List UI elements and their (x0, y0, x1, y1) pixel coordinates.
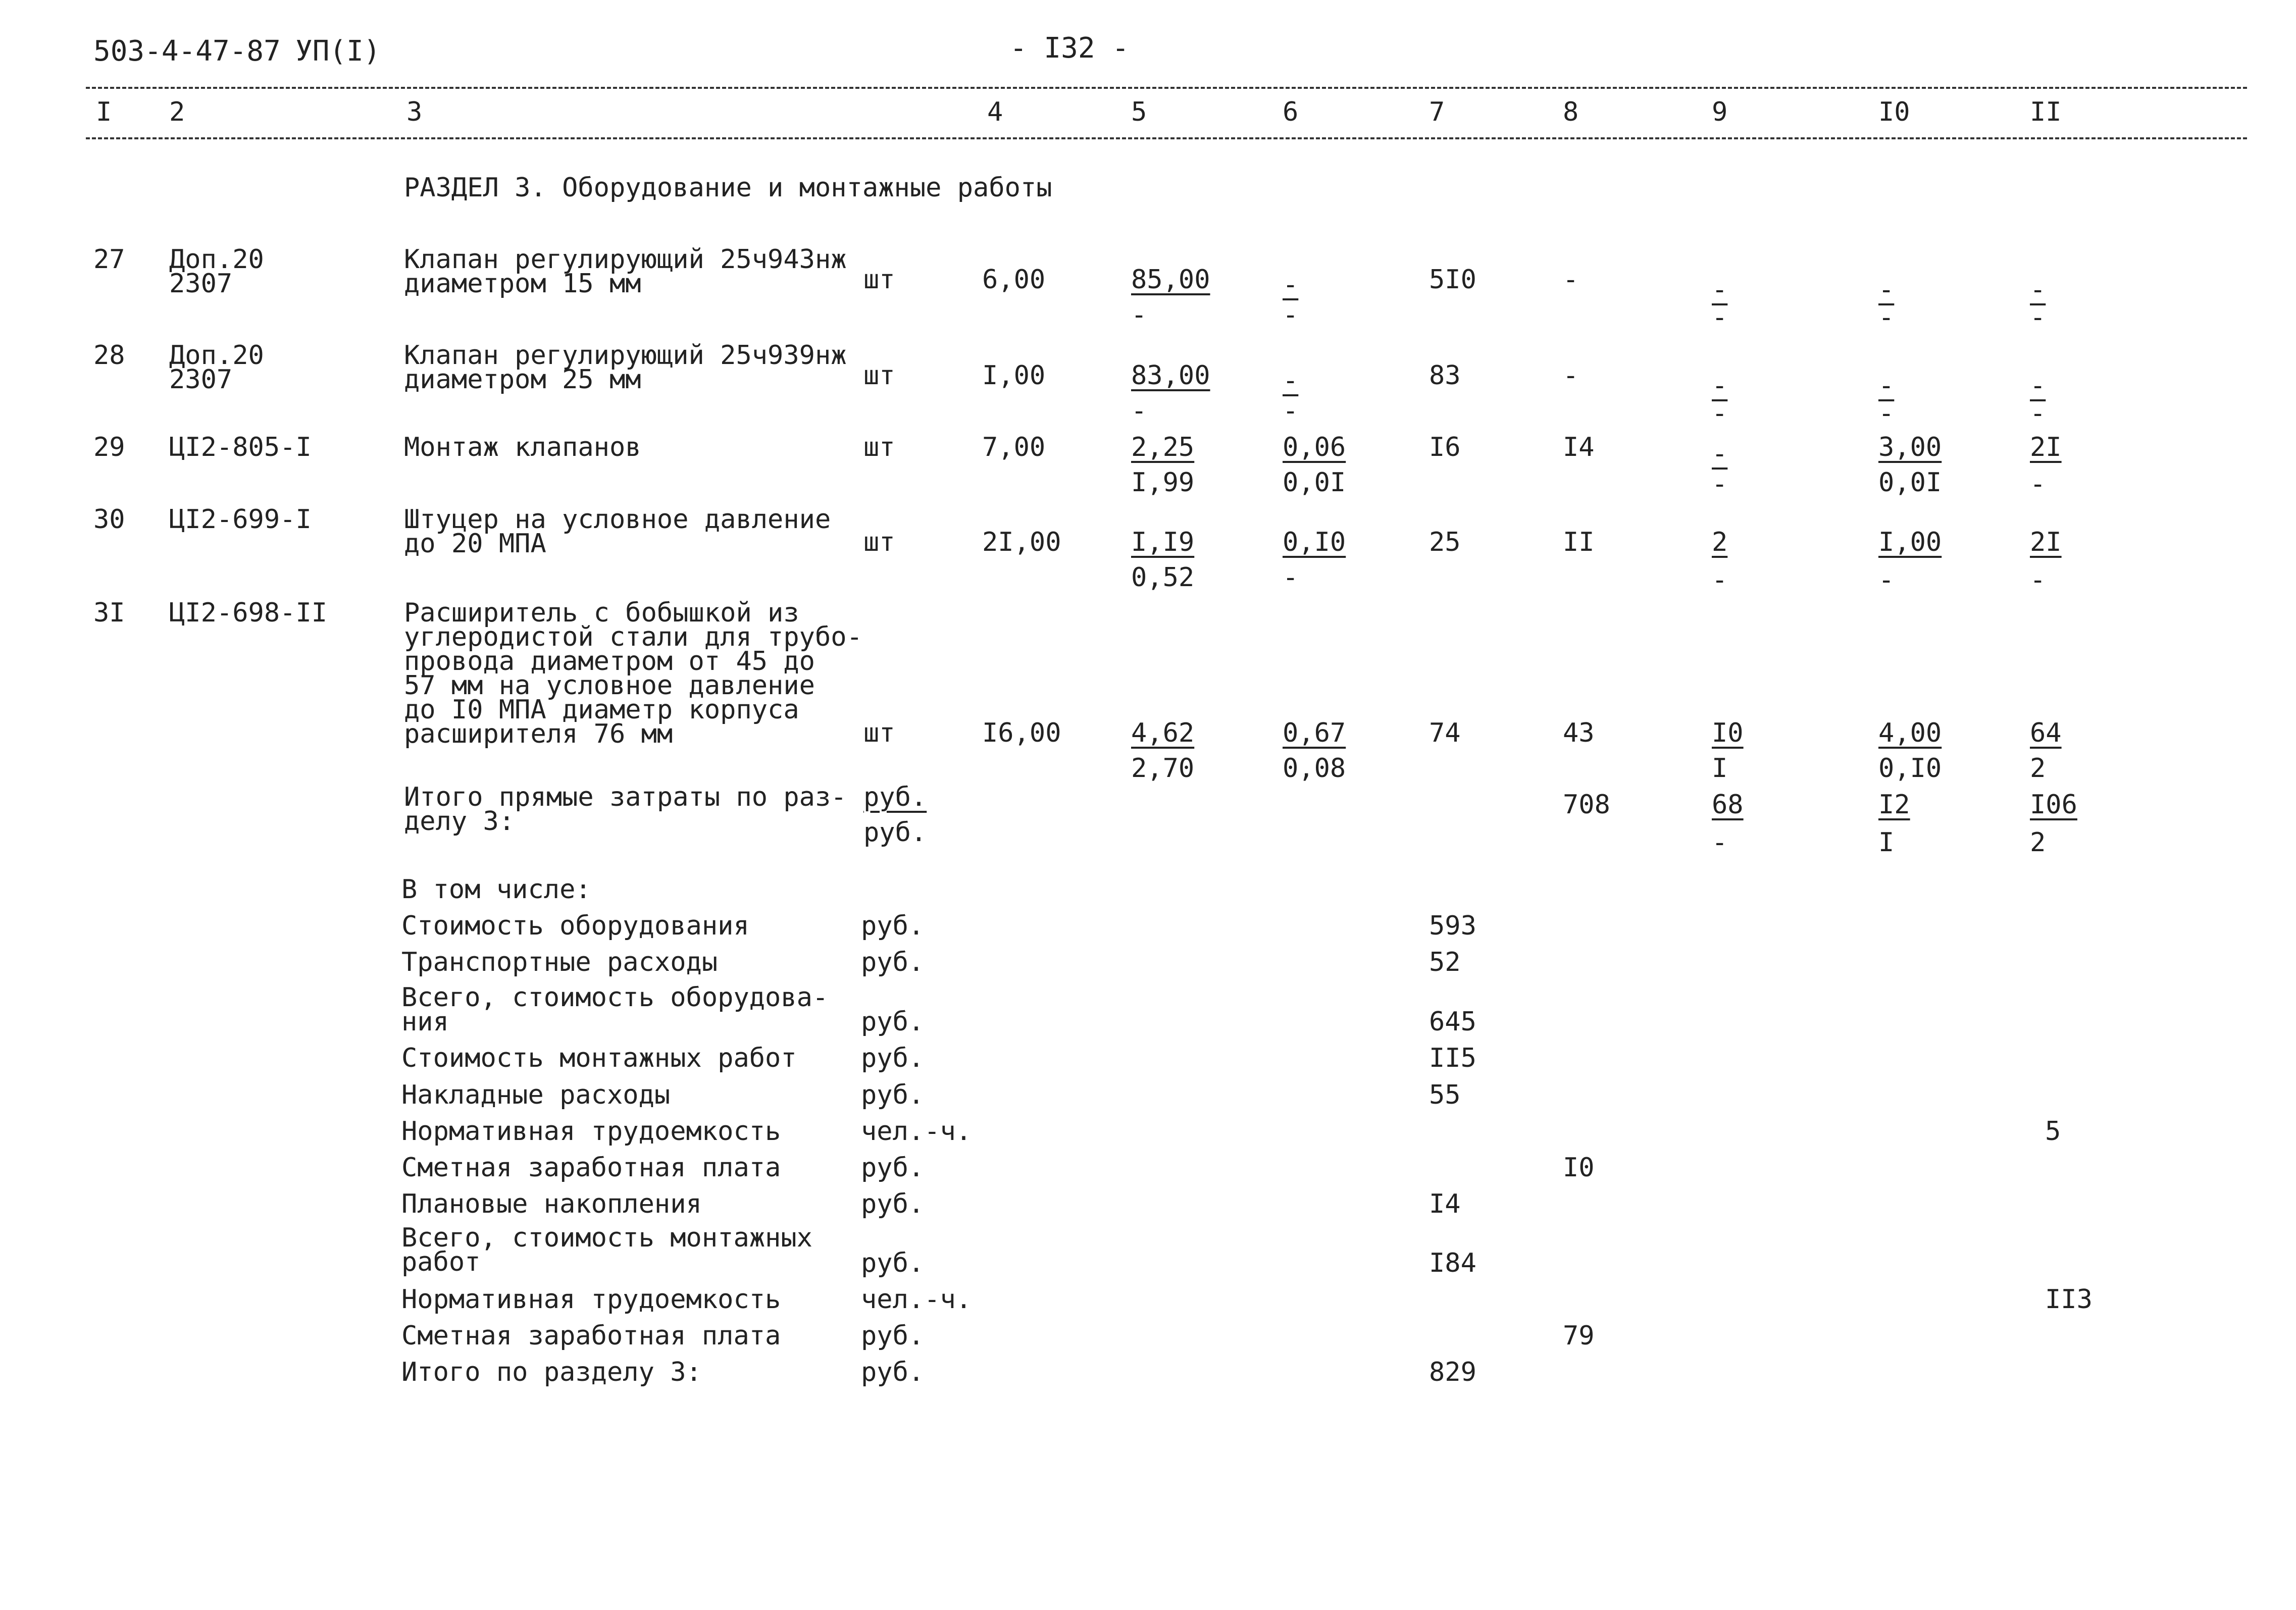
document-suffix: УП(I) (295, 35, 381, 68)
machine-total: 2 (1712, 527, 1728, 557)
machine-wages-total: I (1712, 753, 1728, 784)
machine-cost: 0,06 (1283, 432, 1346, 462)
machine-cost: - (1283, 270, 1299, 300)
including-label: В том числе: (401, 874, 591, 905)
unit-cost-wages: 0,52 (1131, 562, 1195, 593)
column-header: 5 (1131, 97, 1147, 127)
item-name: Клапан регулирующий 25ч943нж диаметром 15 мм (404, 244, 847, 299)
direct-costs-label: Итого прямые затраты по раз- делу 3: (404, 782, 847, 837)
direct-costs-unit-secondary: руб. (863, 817, 927, 848)
machine-cost-wages: 0,0I (1283, 468, 1346, 498)
unit-cost: 2,25 (1131, 432, 1195, 462)
unit: шт (863, 360, 895, 391)
unit-cost-wages: 2,70 (1131, 753, 1195, 784)
total-cost: 25 (1429, 527, 1461, 557)
direct-costs-col11-secondary: 2 (2030, 827, 2046, 858)
machine-wages-total: - (1712, 469, 1728, 499)
summary-col7: I4 (1429, 1189, 1461, 1219)
rate-code: ЦI2-805-I (169, 432, 312, 462)
total-cost: 74 (1429, 718, 1461, 748)
unit: шт (863, 527, 895, 557)
unit-cost-wages: - (1131, 396, 1147, 426)
machine-cost: - (1283, 366, 1299, 396)
machine-cost: 0,I0 (1283, 527, 1346, 557)
labor-unit-machinists: - (1878, 302, 1895, 333)
machine-cost-wages: 0,08 (1283, 753, 1346, 784)
summary-unit: руб. (861, 911, 925, 941)
direct-costs-total: 708 (1563, 790, 1610, 820)
unit-cost: I,I9 (1131, 527, 1195, 557)
row-number: 27 (93, 244, 125, 275)
labor-total-machinists: - (2030, 398, 2046, 429)
summary-unit: руб. (861, 1007, 925, 1037)
summary-unit: руб. (861, 1189, 925, 1219)
page-number: - I32 - (1010, 32, 1130, 65)
machine-total: - (1712, 275, 1728, 305)
wages: - (1563, 265, 1579, 295)
wages: 43 (1563, 718, 1595, 748)
column-header: 7 (1429, 97, 1445, 127)
summary-col7: 829 (1429, 1357, 1476, 1387)
summary-unit: руб. (861, 1153, 925, 1183)
unit: шт (863, 265, 895, 295)
summary-label: Всего, стоимость оборудова- ния (401, 982, 829, 1037)
summary-unit: руб. (861, 1357, 925, 1387)
row-number: 29 (93, 432, 125, 462)
quantity: I,00 (982, 360, 1046, 391)
summary-label: Нормативная трудоемкость (401, 1284, 781, 1315)
machine-total: I0 (1712, 718, 1744, 748)
row-number: 3I (93, 598, 125, 628)
machine-total: - (1712, 371, 1728, 401)
labor-total: 64 (2030, 718, 2062, 748)
wages: - (1563, 360, 1579, 391)
rate-code: Доп.20 2307 (169, 340, 264, 395)
summary-col7: I84 (1429, 1248, 1476, 1278)
direct-costs-col11: I06 (2030, 790, 2077, 820)
header-rule-bottom (86, 137, 2247, 139)
column-header: I (96, 97, 112, 127)
summary-col7: 645 (1429, 1007, 1476, 1037)
document-code: 503-4-47-87 (93, 35, 281, 68)
machine-cost-wages: - (1283, 396, 1299, 426)
unit: шт (863, 432, 895, 462)
direct-costs-col10-secondary: I (1878, 827, 1895, 858)
unit-cost: 85,00 (1131, 265, 1210, 295)
direct-costs-col10: I2 (1878, 790, 1910, 820)
labor-total-machinists: - (2030, 302, 2046, 333)
labor-total: - (2030, 371, 2046, 401)
summary-unit: руб. (861, 1248, 925, 1278)
column-header: I0 (1878, 97, 1910, 127)
labor-unit-machinists: 0,I0 (1878, 753, 1942, 784)
column-header: 6 (1283, 97, 1299, 127)
machine-wages-total: - (1712, 398, 1728, 429)
total-cost: 5I0 (1429, 265, 1476, 295)
summary-col7: 52 (1429, 947, 1461, 977)
summary-label: Транспортные расходы (401, 947, 718, 977)
column-header: 9 (1712, 97, 1728, 127)
labor-total-machinists: - (2030, 565, 2046, 595)
unit-cost: 4,62 (1131, 718, 1195, 748)
row-number: 30 (93, 504, 125, 535)
machine-wages-total: - (1712, 302, 1728, 333)
summary-col8: 79 (1563, 1321, 1595, 1351)
summary-unit: руб. (861, 947, 925, 977)
item-name: Монтаж клапанов (404, 432, 641, 462)
summary-unit: чел.-ч. (861, 1116, 972, 1147)
labor-unit: - (1878, 371, 1895, 401)
summary-label: Сметная заработная плата (401, 1153, 781, 1183)
labor-total: 2I (2030, 432, 2062, 462)
rate-code: Доп.20 2307 (169, 244, 264, 299)
machine-cost: 0,67 (1283, 718, 1346, 748)
item-name: Расширитель с бобышкой из углеродистой стали для трубо- провода диаметром от 45 до 57 мм на условное давление до I0 МПА диаметр корпуса расширителя 76 мм (404, 598, 862, 749)
direct-costs-col9-secondary: - (1712, 827, 1728, 858)
labor-total: 2I (2030, 527, 2062, 557)
summary-col11: 5 (2045, 1116, 2061, 1147)
summary-unit: руб. (861, 1080, 925, 1110)
header-rule-top (86, 87, 2247, 89)
summary-unit: чел.-ч. (861, 1284, 972, 1315)
labor-total-machinists: 2 (2030, 753, 2046, 784)
machine-total: - (1712, 439, 1728, 469)
labor-total-machinists: - (2030, 469, 2046, 499)
unit-cost: 83,00 (1131, 360, 1210, 391)
column-header: 2 (169, 97, 185, 127)
column-header: 3 (406, 97, 423, 127)
summary-label: Всего, стоимость монтажных работ (401, 1223, 812, 1277)
labor-unit: 3,00 (1878, 432, 1942, 462)
quantity: I6,00 (982, 718, 1061, 748)
labor-unit: 4,00 (1878, 718, 1942, 748)
total-cost: I6 (1429, 432, 1461, 462)
section-title: РАЗДЕЛ 3. Оборудование и монтажные работы (404, 173, 1052, 203)
total-cost: 83 (1429, 360, 1461, 391)
quantity: 6,00 (982, 265, 1046, 295)
labor-unit-machinists: - (1878, 565, 1895, 595)
item-name: Штуцер на условное давление до 20 МПА (404, 504, 831, 559)
summary-col11: II3 (2045, 1284, 2093, 1315)
unit-cost-wages: I,99 (1131, 468, 1195, 498)
direct-costs-unit: руб. (863, 782, 927, 812)
unit-cost-wages: - (1131, 300, 1147, 330)
summary-col7: II5 (1429, 1043, 1476, 1073)
quantity: 2I,00 (982, 527, 1061, 557)
summary-label: Нормативная трудоемкость (401, 1116, 781, 1147)
summary-col7: 593 (1429, 911, 1476, 941)
rate-code: ЦI2-699-I (169, 504, 312, 535)
summary-label: Сметная заработная плата (401, 1321, 781, 1351)
summary-col7: 55 (1429, 1080, 1461, 1110)
labor-unit: - (1878, 275, 1895, 305)
summary-unit: руб. (861, 1321, 925, 1351)
wages: I4 (1563, 432, 1595, 462)
machine-cost-wages: - (1283, 562, 1299, 593)
summary-label: Плановые накопления (401, 1189, 702, 1219)
row-number: 28 (93, 340, 125, 371)
column-header: II (2030, 97, 2062, 127)
column-header: 4 (987, 97, 1003, 127)
labor-unit-machinists: - (1878, 398, 1895, 429)
summary-unit: руб. (861, 1043, 925, 1073)
wages: II (1563, 527, 1595, 557)
summary-label: Накладные расходы (401, 1080, 671, 1110)
machine-cost-wages: - (1283, 300, 1299, 330)
summary-label: Итого по разделу 3: (401, 1357, 702, 1387)
column-header: 8 (1563, 97, 1579, 127)
summary-label: Стоимость монтажных работ (401, 1043, 797, 1073)
direct-costs-col9: 68 (1712, 790, 1744, 820)
labor-total: - (2030, 275, 2046, 305)
summary-col8: I0 (1563, 1153, 1595, 1183)
item-name: Клапан регулирующий 25ч939нж диаметром 25 мм (404, 340, 847, 395)
unit: шт (863, 718, 895, 748)
quantity: 7,00 (982, 432, 1046, 462)
labor-unit: I,00 (1878, 527, 1942, 557)
labor-unit-machinists: 0,0I (1878, 468, 1942, 498)
summary-label: Стоимость оборудования (401, 911, 749, 941)
rate-code: ЦI2-698-II (169, 598, 328, 628)
machine-wages-total: - (1712, 565, 1728, 595)
